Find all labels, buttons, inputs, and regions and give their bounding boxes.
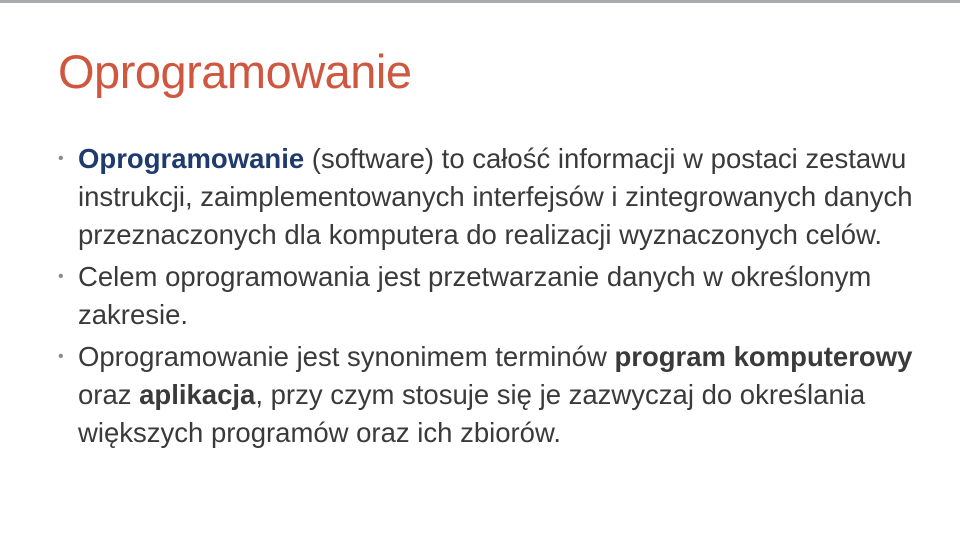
bullet-item-purpose <box>58 258 938 334</box>
synonym-text-part-1: Oprogramowanie jest synonimem terminów <box>78 341 615 372</box>
bullet-icon: • <box>58 268 64 285</box>
purpose-text: Celem oprogramowania jest przetwarzanie danych w określonym zakresie. <box>78 261 872 330</box>
bullet-icon: • <box>58 150 64 167</box>
bullet-icon: • <box>58 348 64 365</box>
slide-title: Oprogramowanie <box>58 45 412 98</box>
bullet-item-synonyms <box>58 338 938 452</box>
defined-term: Oprogramowanie <box>78 143 305 174</box>
bullet-item-definition <box>58 140 938 254</box>
synonym-text-part-2: oraz <box>78 379 140 410</box>
synonym-text-part-3: , przy czym stosuje się je zazwyczaj do określania większych programów oraz ich zbiorów. <box>78 379 866 448</box>
bullet-list <box>58 140 938 456</box>
synonym-term-application: aplikacja <box>139 379 256 410</box>
synonym-term-program: program komputerowy <box>614 341 913 372</box>
top-divider <box>0 0 960 3</box>
definition-text: (software) to całość informacji w postaci zestawu instrukcji, zaimplementowanych interfejsów i zintegrowanych danych przeznaczonych dla komputera do realizacji wyznaczonych celów. <box>78 143 913 250</box>
